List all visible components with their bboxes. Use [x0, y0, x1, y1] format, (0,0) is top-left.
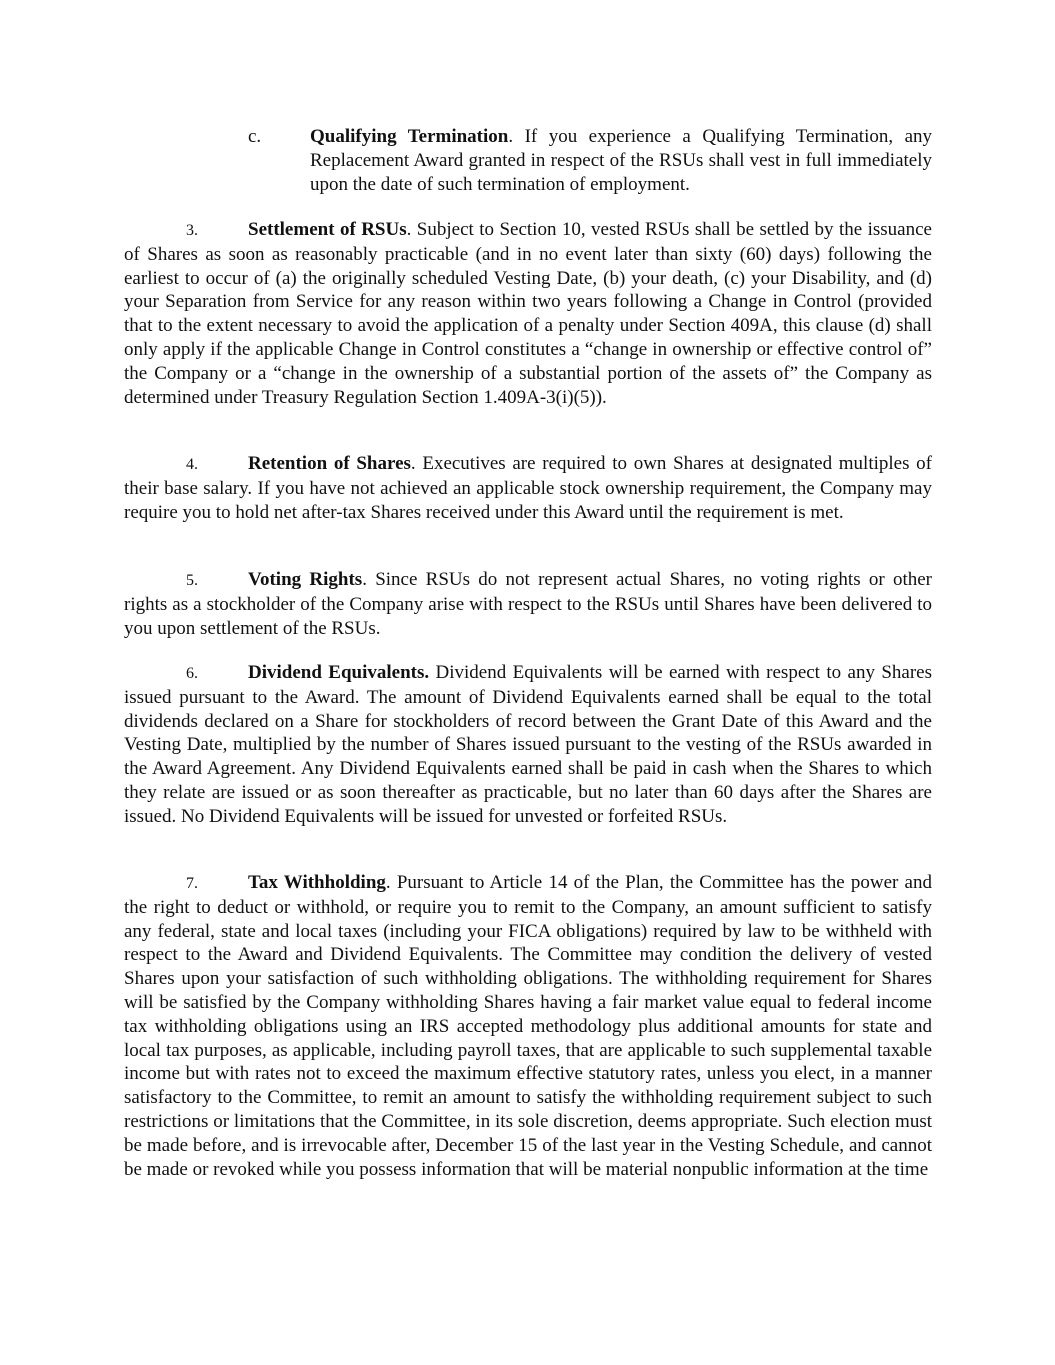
- section-4-number: 4.: [186, 456, 198, 473]
- section-3-settlement-of-rsus: [124, 218, 932, 409]
- section-6-dividend-equivalents: [124, 661, 932, 829]
- section-c-heading: Qualifying Termination: [310, 126, 509, 147]
- section-c-qualifying-termination: [248, 125, 932, 196]
- section-5-text: . Since RSUs do not represent actual Shares, no voting rights or other rights as a stockholder of the Company arise with respect to the RSUs until Shares have been delivered to you upon settlement of the RSUs.: [124, 569, 932, 639]
- section-3-heading: Settlement of RSUs: [248, 219, 407, 240]
- section-7-text: . Pursuant to Article 14 of the Plan, the Committee has the power and the right to deduct or withhold, or require you to remit to the Company, an amount sufficient to satisfy any federal, state and local taxes (including your FICA obligations) required by law to be withheld with respect to the Award and Dividend Equivalents. The Committee may condition the delivery of vested Shares upon your satisfaction of such withholding obligations. The withholding requirement for Shares will be satisfied by the Company withholding Shares having a fair market value equal to federal income tax withholding obligations using an IRS accepted methodology plus additional amounts for state and local tax purposes, as applicable, including payroll taxes, that are applicable to such supplemental taxable income but with rates not to exceed the maximum effective statutory rates, unless you elect, in a manner satisfactory to the Committee, to remit an amount to satisfy the withholding requirement subject to such restrictions or limitations that the Committee, in its sole discretion, deems appropriate. Such election must be made before, and is irrevocable after, December 15 of the last year in the Vesting Schedule, and cannot be made or revoked while you possess information that will be material nonpublic information at the time: [124, 872, 932, 1180]
- section-6-text: Dividend Equivalents will be earned with respect to any Shares issued pursuant to the Award. The amount of Dividend Equivalents earned shall be equal to the total dividends declared on a Share for stockholders of record between the Grant Date of this Award and the Vesting Date, multiplied by the number of Shares issued pursuant to the vesting of the RSUs awarded in the Award Agreement. Any Dividend Equivalents earned shall be paid in cash when the Shares to which they relate are issued or as soon thereafter as practicable, but no later than 60 days after the Shares are issued. No Dividend Equivalents will be issued for unvested or forfeited RSUs.: [124, 662, 932, 827]
- section-4-retention-of-shares: [124, 452, 932, 524]
- section-c-body: [310, 125, 932, 196]
- section-5-heading: Voting Rights: [248, 569, 363, 590]
- section-5-voting-rights: [124, 568, 932, 640]
- section-7-number: 7.: [186, 875, 198, 892]
- section-3-text: . Subject to Section 10, vested RSUs shall be settled by the issuance of Shares as soon as reasonably practicable (and in no event later than sixty (60) days) following the earliest to occur of (a) the originally scheduled Vesting Date, (b) your death, (c) your Disability, and (d) your Separation from Service for any reason within two years following a Change in Control (provided that to the extent necessary to avoid the application of a penalty under Section 409A, this clause (d) shall only apply if the applicable Change in Control constitutes a “change in ownership or effective control of” the Company or a “change in the ownership of a substantial portion of the assets of” the Company as determined under Treasury Regulation Section 1.409A-3(i)(5)).: [124, 219, 932, 408]
- section-6-number: 6.: [186, 665, 198, 682]
- section-4-text: . Executives are required to own Shares at designated multiples of their base salary. If you have not achieved an applicable stock ownership requirement, the Company may require you to hold net after-tax Shares received under this Award until the requirement is met.: [124, 453, 932, 523]
- section-c-text: . If you experience a Qualifying Termination, any Replacement Award granted in respect of the RSUs shall vest in full immediately upon the date of such termination of employment.: [310, 126, 933, 195]
- section-7-tax-withholding: [124, 871, 932, 1181]
- section-6-heading: Dividend Equivalents.: [248, 662, 430, 683]
- section-4-heading: Retention of Shares: [248, 453, 411, 474]
- section-c-marker: c.: [248, 126, 262, 147]
- section-7-heading: Tax Withholding: [248, 872, 386, 893]
- section-3-number: 3.: [186, 222, 198, 239]
- section-5-number: 5.: [186, 572, 198, 589]
